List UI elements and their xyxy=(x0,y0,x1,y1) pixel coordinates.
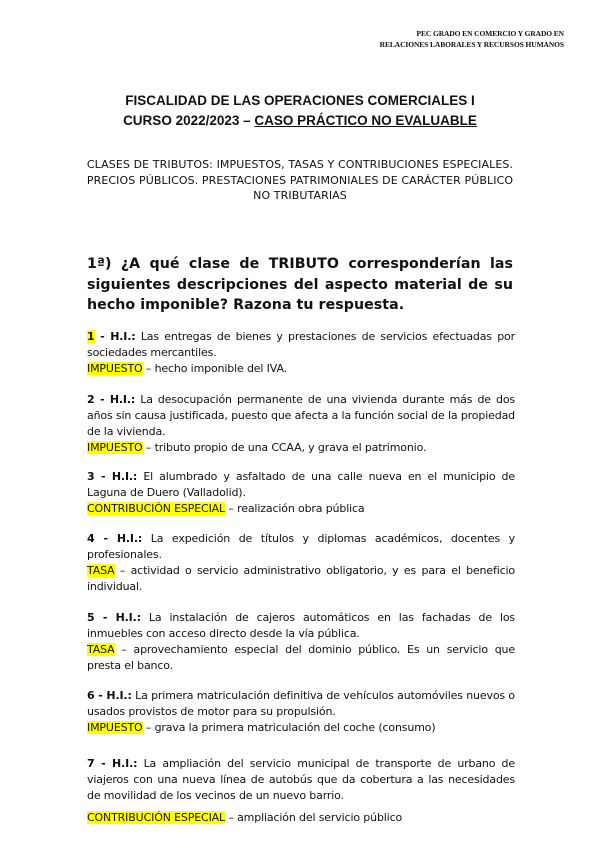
item-explanation: – actividad o servicio administrativo obligatorio, y es para el beneficio individual. xyxy=(87,564,515,593)
list-item xyxy=(87,756,515,826)
list-item xyxy=(87,392,515,456)
item-explanation: – grava la primera matriculación del coche (consumo) xyxy=(142,721,436,734)
item-separator: - xyxy=(94,611,116,624)
document-title xyxy=(60,91,540,131)
item-explanation: – hecho imponible del IVA. xyxy=(142,362,287,375)
item-answer: CONTRIBUCIÓN ESPECIAL xyxy=(87,811,226,824)
item-answer: IMPUESTO xyxy=(87,362,143,375)
title-course: CURSO 2022/2023 – xyxy=(123,113,255,128)
item-separator: - xyxy=(94,330,111,343)
item-separator: - xyxy=(94,532,117,545)
subtitle-line-1: CLASES DE TRIBUTOS: IMPUESTOS, TASAS Y CONTRIBUCIONES ESPECIALES. xyxy=(86,158,514,171)
item-answer: IMPUESTO xyxy=(87,441,143,454)
list-item xyxy=(87,531,515,595)
item-number: 5 xyxy=(87,611,95,624)
item-label: H.I.: xyxy=(112,757,138,770)
item-text: Las entregas de bienes y prestaciones de servicios efectuadas por sociedades mercantiles. xyxy=(87,330,515,359)
item-text: La desocupación permanente de una vivienda durante más de dos años sin causa justificada, puesto que afecta a la función social de la propiedad de la vivienda. xyxy=(87,393,515,438)
item-label: H.I.: xyxy=(116,532,143,545)
item-explanation: – aprovechamiento especial del dominio público. Es un servicio que presta el banco. xyxy=(87,643,515,672)
title-line-1: FISCALIDAD DE LAS OPERACIONES COMERCIALES I xyxy=(125,93,475,108)
list-item xyxy=(87,469,515,517)
item-description xyxy=(87,688,515,720)
list-item xyxy=(87,688,515,736)
item-number: 6 xyxy=(87,689,95,702)
subtitle-line-2: PRECIOS PÚBLICOS. PRESTACIONES PATRIMONIALES DE CARÁCTER PÚBLICO NO TRIBUTARIAS xyxy=(86,173,514,202)
document-subtitle xyxy=(80,157,520,204)
item-answer-line xyxy=(87,642,515,674)
item-separator: - xyxy=(94,757,113,770)
title-case-label: CASO PRÁCTICO NO EVALUABLE xyxy=(254,113,477,128)
item-explanation: – ampliación del servicio público xyxy=(225,811,403,824)
item-separator: - xyxy=(94,689,107,702)
question-heading: 1ª) ¿A qué clase de TRIBUTO corresponderían las siguientes descripciones del aspecto material de su hecho imponible? Razona tu respuesta. xyxy=(87,256,513,313)
item-description xyxy=(87,610,515,642)
item-answer: TASA xyxy=(87,643,115,656)
item-answer-line xyxy=(87,810,515,826)
item-number: 3 xyxy=(87,470,95,483)
header-line-1: PEC GRADO EN COMERCIO Y GRADO EN xyxy=(416,29,564,38)
item-text: La instalación de cajeros automáticos en las fachadas de los inmuebles con acceso directo desde la vía pública. xyxy=(87,611,516,640)
list-item xyxy=(87,610,515,674)
item-answer: TASA xyxy=(87,564,115,577)
item-label: H.I.: xyxy=(110,330,136,343)
item-separator: - xyxy=(94,393,110,406)
item-separator: - xyxy=(94,470,112,483)
item-answer: CONTRIBUCIÓN ESPECIAL xyxy=(87,502,226,515)
item-description xyxy=(87,531,515,563)
item-label: H.I.: xyxy=(111,470,138,483)
item-description xyxy=(87,469,515,501)
item-answer-line xyxy=(87,501,515,517)
title-line-2 xyxy=(60,111,540,131)
item-number: 4 xyxy=(87,532,95,545)
item-answer-line xyxy=(87,361,515,377)
item-explanation: – tributo propio de una CCAA, y grava el patrimonio. xyxy=(142,441,427,454)
item-number: 2 xyxy=(87,393,95,406)
item-answer-line xyxy=(87,720,515,736)
item-label: H.I.: xyxy=(115,611,141,624)
item-answer-line xyxy=(87,563,515,595)
item-number: 1 xyxy=(87,330,95,343)
item-text: La primera matriculación definitiva de vehículos automóviles nuevos o usados provistos de motor para su propulsión. xyxy=(87,689,515,718)
item-explanation: – realización obra pública xyxy=(225,502,365,515)
header-line-2: RELACIONES LABORALES Y RECURSOS HUMANOS xyxy=(379,40,564,49)
item-description xyxy=(87,329,515,361)
item-text: El alumbrado y asfaltado de una calle nueva en el municipio de Laguna de Duero (Valladolid). xyxy=(87,470,515,499)
item-description xyxy=(87,756,515,804)
item-number: 7 xyxy=(87,757,95,770)
item-text: La expedición de títulos y diplomas académicos, docentes y profesionales. xyxy=(87,532,515,561)
document-header xyxy=(304,28,564,50)
item-label: H.I.: xyxy=(109,393,136,406)
item-answer: IMPUESTO xyxy=(87,721,143,734)
list-item xyxy=(87,329,515,377)
item-answer-line xyxy=(87,440,515,456)
item-text: La ampliación del servicio municipal de transporte de urbano de viajeros con una nueva línea de autobús que da cobertura a las necesidades de movilidad de los vecinos de un nuevo barrio. xyxy=(87,757,516,802)
item-label: H.I.: xyxy=(106,689,132,702)
item-description xyxy=(87,392,515,440)
